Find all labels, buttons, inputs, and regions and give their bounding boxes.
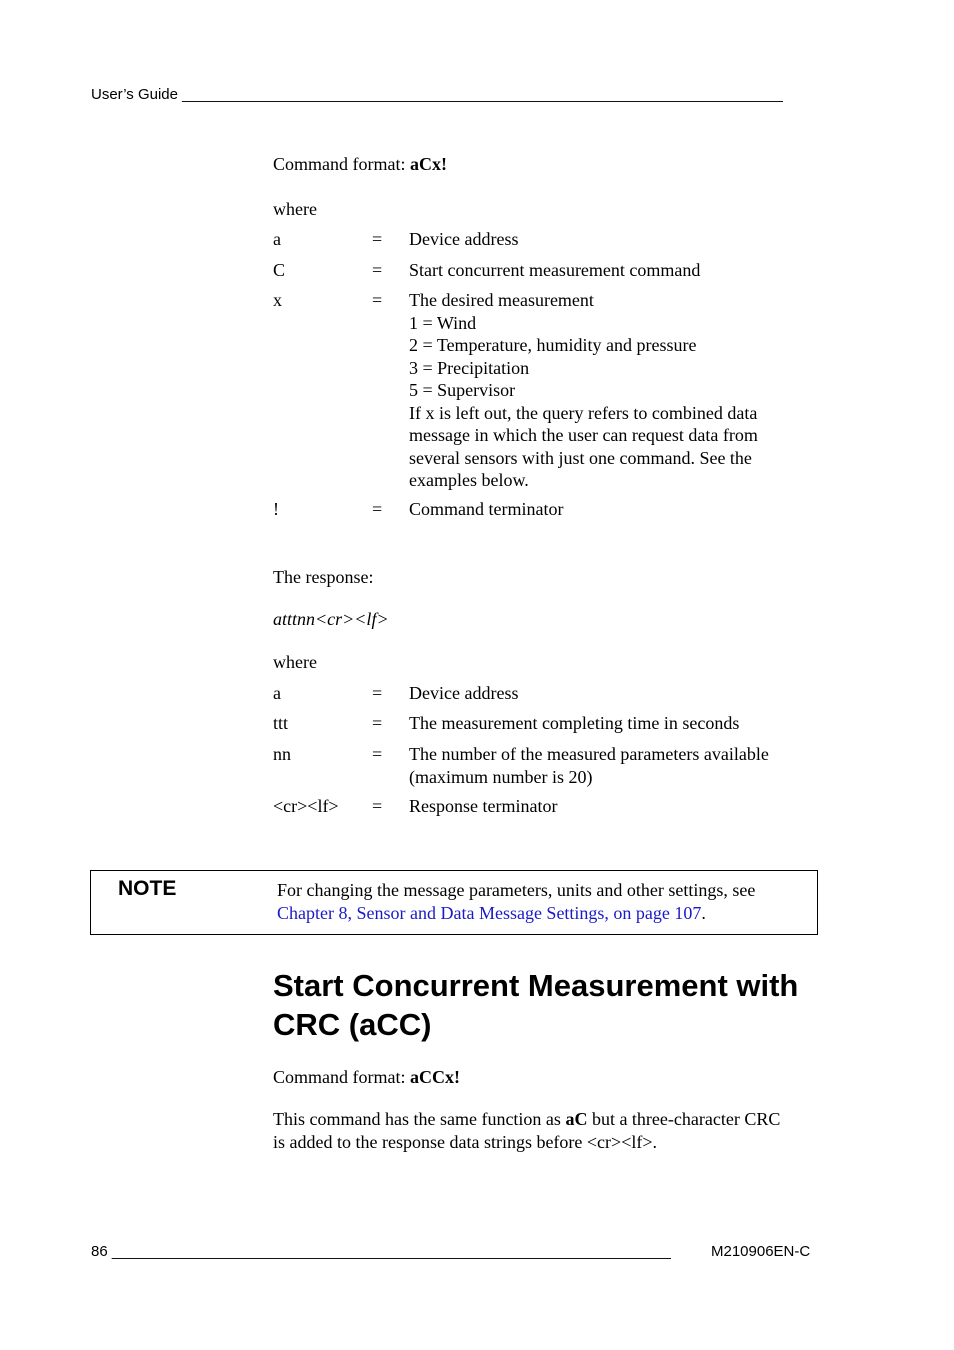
command-format-code: aCCx! (409, 1067, 460, 1087)
section-title-line: Start Concurrent Measurement with (273, 968, 799, 1003)
description-line: several sensors with just one command. See the (409, 447, 752, 468)
param-term: ttt (273, 713, 289, 733)
description-line: If x is left out, the query refers to combined data (409, 402, 758, 423)
param-term: a (273, 683, 281, 703)
param-equals: = (372, 796, 383, 816)
param-description: Device address (409, 683, 519, 703)
command-format-label: Command format: (273, 154, 410, 174)
param-term: C (273, 260, 286, 280)
note-label: NOTE (118, 877, 177, 900)
note-link-suffix: . (701, 902, 706, 923)
command-format-line (273, 1066, 460, 1089)
command-format-code: aCx! (409, 154, 447, 174)
body-code: aC (565, 1109, 588, 1129)
param-description (409, 743, 809, 788)
body-paragraph (273, 1108, 780, 1153)
note-link-line (277, 902, 755, 925)
note-text (277, 879, 755, 924)
param-equals: = (372, 229, 383, 249)
description-line: 5 = Supervisor (409, 380, 516, 400)
body-line: is added to the response data strings before <cr><lf>. (273, 1131, 657, 1152)
page-number-footer: 86 ___________________________________________________________________ (91, 1243, 671, 1260)
param-equals: = (372, 499, 383, 519)
description-line: 2 = Temperature, humidity and pressure (409, 335, 697, 355)
section-title-line: CRC (aCC) (273, 1007, 432, 1042)
body-line (273, 1108, 780, 1131)
param-term: x (273, 290, 282, 310)
param-description: The measurement completing time in seconds (409, 713, 740, 733)
body-text: but a three-character CRC (587, 1109, 781, 1129)
description-line: The desired measurement (409, 290, 594, 310)
body-text: This command has the same function as (273, 1109, 566, 1129)
command-format-label: Command format: (273, 1067, 410, 1087)
param-term: ! (273, 499, 279, 519)
note-line: For changing the message parameters, units and other settings, see (277, 880, 756, 900)
document-code-footer: M210906EN-C (711, 1243, 811, 1260)
param-equals: = (372, 290, 383, 310)
param-description: Start concurrent measurement command (409, 260, 701, 280)
param-description (409, 289, 809, 492)
chapter-link[interactable]: Chapter 8, Sensor and Data Message Settings, on page 107 (277, 902, 702, 923)
param-description: Command terminator (409, 499, 564, 519)
section-title (273, 966, 798, 1044)
description-line: (maximum number is 20) (409, 766, 593, 787)
param-term: <cr><lf> (273, 796, 339, 816)
command-format-line (273, 153, 447, 176)
description-line: The number of the measured parameters available (409, 744, 769, 764)
param-equals: = (372, 713, 383, 733)
running-header: User’s Guide ________________________________________________________________________ (91, 86, 783, 103)
description-line: 1 = Wind (409, 312, 477, 333)
param-equals: = (372, 260, 383, 280)
param-description: Device address (409, 229, 519, 249)
param-equals: = (372, 744, 383, 764)
description-line: examples below. (409, 470, 529, 490)
response-label: The response: (273, 567, 374, 587)
where-label: where (273, 652, 317, 672)
param-description: Response terminator (409, 796, 558, 816)
param-equals: = (372, 683, 383, 703)
response-format: atttnn<cr><lf> (273, 609, 389, 629)
description-line: message in which the user can request data from (409, 425, 758, 445)
description-line: 3 = Precipitation (409, 357, 530, 378)
param-term: nn (273, 744, 291, 764)
where-label: where (273, 199, 317, 219)
param-term: a (273, 229, 281, 249)
